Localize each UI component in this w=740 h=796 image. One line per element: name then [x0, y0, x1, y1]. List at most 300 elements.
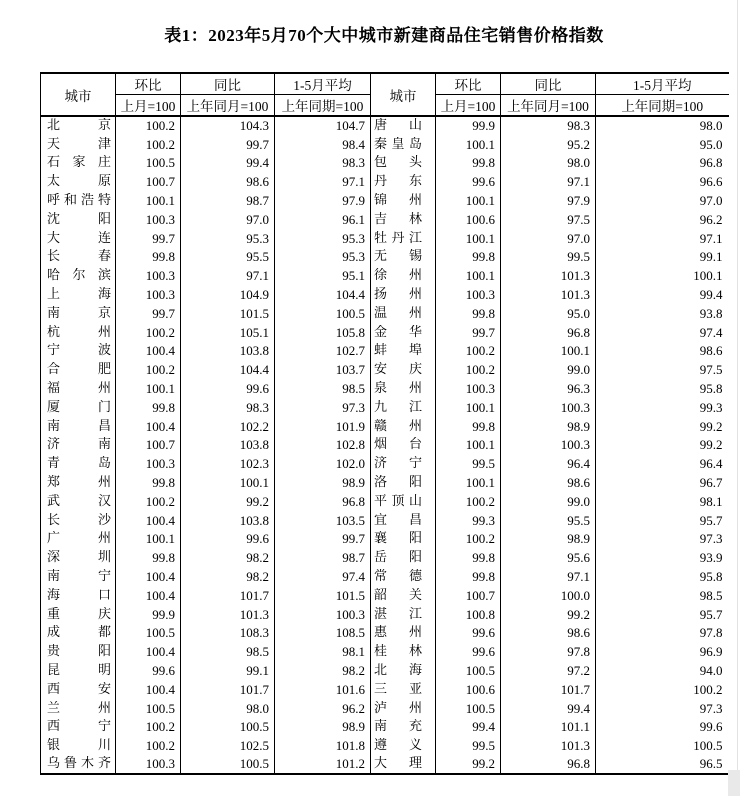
city-cell — [41, 736, 116, 755]
value-cell: 99.8 — [436, 567, 501, 586]
city-cell — [371, 661, 436, 680]
value-cell: 100.2 — [436, 342, 501, 361]
header-yoy-base-right: 上年同月=100 — [501, 95, 596, 117]
value-cell: 95.5 — [501, 511, 596, 530]
city-cell — [41, 699, 116, 718]
city-cell — [371, 379, 436, 398]
city-name: 西宁 — [47, 719, 111, 733]
value-cell: 95.8 — [699, 569, 723, 585]
city-cell — [371, 116, 436, 135]
value-cell: 97.3 — [699, 531, 723, 547]
value-cell: 103.7 — [275, 360, 371, 379]
page-edge-line — [737, 0, 738, 796]
value-cell: 104.3 — [181, 116, 275, 135]
city-name: 岳阳 — [374, 550, 422, 564]
value-cell: 99.8 — [436, 154, 501, 173]
city-name: 泸州 — [374, 700, 422, 714]
value-cell: 98.9 — [275, 473, 371, 492]
value-cell: 100.2 — [116, 323, 181, 342]
city-cell — [41, 436, 116, 455]
value-cell: 97.3 — [275, 398, 371, 417]
city-cell — [371, 248, 436, 267]
city-cell — [41, 379, 116, 398]
corner-patch — [728, 770, 740, 796]
table-row — [41, 492, 729, 511]
value-cell: 96.7 — [699, 475, 723, 491]
city-cell — [41, 642, 116, 661]
table-body — [41, 116, 729, 774]
city-cell — [41, 304, 116, 323]
city-name: 湛江 — [374, 606, 422, 620]
value-cell: 95.7 — [699, 512, 723, 528]
city-name: 北京 — [47, 118, 111, 132]
value-cell: 96.9 — [699, 644, 723, 660]
table-row — [41, 642, 729, 661]
table-row — [41, 530, 729, 549]
table-row — [41, 680, 729, 699]
city-cell — [41, 548, 116, 567]
city-cell — [371, 736, 436, 755]
city-name: 贵阳 — [47, 644, 111, 658]
city-name: 上海 — [47, 287, 111, 301]
value-cell: 100.5 — [436, 661, 501, 680]
value-cell: 98.3 — [501, 116, 596, 135]
city-cell — [41, 266, 116, 285]
value-cell: 96.2 — [275, 699, 371, 718]
value-cell: 98.5 — [275, 379, 371, 398]
city-name: 韶关 — [374, 587, 422, 601]
value-cell: 104.4 — [275, 285, 371, 304]
value-cell: 100.1 — [436, 473, 501, 492]
city-name: 平顶山 — [374, 493, 422, 507]
value-cell: 96.8 — [699, 155, 723, 171]
city-name: 襄阳 — [374, 531, 422, 545]
city-name: 青岛 — [47, 456, 111, 470]
value-cell: 100.5 — [116, 624, 181, 643]
value-cell: 104.7 — [275, 116, 371, 135]
value-cell: 104.9 — [181, 285, 275, 304]
city-cell — [371, 586, 436, 605]
city-cell — [41, 661, 116, 680]
value-cell: 99.1 — [699, 249, 723, 265]
value-cell: 105.8 — [275, 323, 371, 342]
value-cell: 99.2 — [181, 492, 275, 511]
value-cell: 100.1 — [116, 379, 181, 398]
value-cell: 98.5 — [699, 587, 723, 603]
value-cell: 97.1 — [181, 266, 275, 285]
city-name: 惠州 — [374, 625, 422, 639]
value-cell: 101.6 — [275, 680, 371, 699]
value-cell: 98.0 — [699, 118, 723, 134]
value-cell: 100.2 — [116, 360, 181, 379]
value-cell: 100.4 — [116, 567, 181, 586]
value-cell: 100.1 — [436, 229, 501, 248]
value-cell: 100.5 — [116, 154, 181, 173]
value-cell: 99.5 — [436, 736, 501, 755]
value-cell: 95.1 — [275, 266, 371, 285]
value-cell: 100.1 — [436, 398, 501, 417]
value-cell: 100.1 — [116, 530, 181, 549]
city-name: 沈阳 — [47, 211, 111, 225]
value-cell: 99.7 — [116, 304, 181, 323]
value-cell: 98.0 — [181, 699, 275, 718]
city-cell — [371, 492, 436, 511]
value-cell: 108.3 — [181, 624, 275, 643]
value-cell: 99.1 — [181, 661, 275, 680]
value-cell: 100.7 — [116, 172, 181, 191]
value-cell: 99.3 — [436, 511, 501, 530]
city-name: 石家庄 — [47, 155, 111, 169]
header-avg-left: 1-5月平均 — [275, 73, 371, 95]
value-cell: 100.6 — [436, 680, 501, 699]
value-cell: 95.3 — [275, 248, 371, 267]
value-cell: 99.4 — [181, 154, 275, 173]
table-row — [41, 511, 729, 530]
value-cell: 100.4 — [116, 342, 181, 361]
value-cell: 101.3 — [501, 736, 596, 755]
city-cell — [371, 436, 436, 455]
city-name: 大连 — [47, 230, 111, 244]
city-name: 西安 — [47, 681, 111, 695]
value-cell: 101.7 — [181, 680, 275, 699]
table-row — [41, 266, 729, 285]
value-cell: 98.2 — [181, 567, 275, 586]
value-cell: 95.5 — [181, 248, 275, 267]
value-cell: 97.1 — [699, 230, 723, 246]
value-cell: 97.1 — [275, 172, 371, 191]
value-cell: 100.5 — [181, 755, 275, 774]
city-cell — [371, 417, 436, 436]
value-cell: 95.3 — [181, 229, 275, 248]
header-avg-base-left: 上年同期=100 — [275, 95, 371, 117]
header-city-left: 城市 — [41, 73, 116, 116]
header-mom-base-left: 上月=100 — [116, 95, 181, 117]
city-cell — [371, 191, 436, 210]
value-cell: 100.2 — [116, 116, 181, 135]
value-cell: 99.6 — [436, 642, 501, 661]
city-name: 牡丹江 — [374, 230, 422, 244]
city-name: 唐山 — [374, 118, 422, 132]
value-cell: 95.0 — [501, 304, 596, 323]
value-cell: 99.3 — [699, 399, 723, 415]
city-name: 南宁 — [47, 569, 111, 583]
table-row — [41, 285, 729, 304]
city-cell — [371, 154, 436, 173]
city-name: 宜昌 — [374, 512, 422, 526]
value-cell: 100.1 — [436, 191, 501, 210]
value-cell: 100.3 — [116, 755, 181, 774]
value-cell: 97.8 — [699, 625, 723, 641]
city-name: 成都 — [47, 625, 111, 639]
value-cell: 100.8 — [436, 605, 501, 624]
value-cell: 95.2 — [501, 135, 596, 154]
value-cell: 100.3 — [116, 266, 181, 285]
table-row — [41, 548, 729, 567]
value-cell: 100.4 — [116, 511, 181, 530]
value-cell: 100.1 — [501, 342, 596, 361]
city-name: 海口 — [47, 587, 111, 601]
city-cell — [41, 248, 116, 267]
value-cell: 100.1 — [436, 135, 501, 154]
value-cell: 99.2 — [699, 437, 723, 453]
value-cell: 96.8 — [501, 323, 596, 342]
table-row — [41, 417, 729, 436]
city-name: 包头 — [374, 155, 422, 169]
value-cell: 98.6 — [699, 343, 723, 359]
value-cell: 99.0 — [501, 492, 596, 511]
value-cell: 103.5 — [275, 511, 371, 530]
city-cell — [371, 360, 436, 379]
table-row — [41, 605, 729, 624]
table-row — [41, 360, 729, 379]
table-row — [41, 473, 729, 492]
value-cell: 98.1 — [275, 642, 371, 661]
value-cell: 98.5 — [181, 642, 275, 661]
table-row — [41, 699, 729, 718]
value-cell: 105.1 — [181, 323, 275, 342]
value-cell: 99.4 — [699, 287, 723, 303]
value-cell: 100.2 — [436, 360, 501, 379]
city-cell — [41, 323, 116, 342]
table-row — [41, 454, 729, 473]
city-cell — [41, 586, 116, 605]
table-row — [41, 436, 729, 455]
city-name: 济南 — [47, 437, 111, 451]
value-cell: 95.7 — [699, 606, 723, 622]
value-cell: 104.4 — [181, 360, 275, 379]
header-avg-right: 1-5月平均 — [596, 73, 729, 95]
city-cell — [41, 530, 116, 549]
table-row — [41, 248, 729, 267]
value-cell: 97.5 — [699, 362, 723, 378]
value-cell: 95.6 — [501, 548, 596, 567]
city-name: 吉林 — [374, 211, 422, 225]
value-cell: 95.8 — [699, 381, 723, 397]
value-cell: 98.6 — [501, 473, 596, 492]
value-cell: 101.3 — [181, 605, 275, 624]
value-cell: 99.7 — [116, 229, 181, 248]
page-title: 表1：2023年5月70个大中城市新建商品住宅销售价格指数 — [164, 26, 604, 45]
city-name: 银川 — [47, 738, 111, 752]
value-cell: 99.2 — [699, 418, 723, 434]
value-cell: 99.6 — [181, 379, 275, 398]
city-cell — [371, 210, 436, 229]
city-name: 温州 — [374, 305, 422, 319]
city-cell — [41, 360, 116, 379]
value-cell: 96.3 — [501, 379, 596, 398]
value-cell: 99.6 — [436, 172, 501, 191]
city-name: 呼和浩特 — [47, 193, 111, 207]
value-cell: 96.2 — [699, 211, 723, 227]
value-cell: 100.3 — [436, 379, 501, 398]
value-cell: 96.6 — [699, 174, 723, 190]
value-cell: 99.8 — [116, 398, 181, 417]
city-cell — [371, 548, 436, 567]
city-name: 南京 — [47, 305, 111, 319]
city-name: 昆明 — [47, 663, 111, 676]
city-name: 深圳 — [47, 550, 111, 564]
value-cell: 99.8 — [116, 248, 181, 267]
value-cell: 97.9 — [275, 191, 371, 210]
table-header — [41, 73, 729, 116]
table-row — [41, 135, 729, 154]
city-name: 洛阳 — [374, 475, 422, 489]
table-row — [41, 624, 729, 643]
city-cell — [371, 304, 436, 323]
value-cell: 95.3 — [275, 229, 371, 248]
value-cell: 93.9 — [699, 550, 723, 566]
city-name: 秦皇岛 — [374, 136, 422, 150]
city-name: 杭州 — [47, 324, 111, 338]
city-name: 郑州 — [47, 475, 111, 489]
value-cell: 100.3 — [116, 285, 181, 304]
value-cell: 98.2 — [275, 661, 371, 680]
price-index-table — [40, 72, 729, 775]
value-cell: 102.2 — [181, 417, 275, 436]
value-cell: 98.0 — [501, 154, 596, 173]
city-cell — [41, 116, 116, 135]
city-name: 天津 — [47, 136, 111, 150]
city-name: 长沙 — [47, 512, 111, 526]
city-name: 金华 — [374, 324, 422, 338]
value-cell: 100.5 — [116, 699, 181, 718]
city-cell — [371, 680, 436, 699]
city-name: 常德 — [374, 569, 422, 583]
value-cell: 96.1 — [275, 210, 371, 229]
value-cell: 100.2 — [116, 135, 181, 154]
value-cell: 100.5 — [275, 304, 371, 323]
city-cell — [371, 511, 436, 530]
city-name: 大理 — [374, 756, 422, 770]
city-cell — [371, 718, 436, 737]
value-cell: 100.2 — [116, 736, 181, 755]
value-cell: 100.5 — [693, 738, 723, 754]
city-cell — [41, 511, 116, 530]
value-cell: 100.2 — [116, 492, 181, 511]
city-name: 三亚 — [374, 681, 422, 695]
value-cell: 99.7 — [436, 323, 501, 342]
table-row — [41, 661, 729, 680]
city-name: 安庆 — [374, 362, 422, 376]
value-cell: 99.7 — [181, 135, 275, 154]
city-cell — [41, 191, 116, 210]
value-cell: 99.8 — [436, 248, 501, 267]
value-cell: 100.1 — [693, 268, 723, 284]
header-yoy-base-left: 上年同月=100 — [181, 95, 275, 117]
value-cell: 101.7 — [181, 586, 275, 605]
value-cell: 99.9 — [436, 116, 501, 135]
table-row — [41, 323, 729, 342]
value-cell: 101.5 — [275, 586, 371, 605]
value-cell: 100.3 — [436, 285, 501, 304]
value-cell: 100.2 — [116, 718, 181, 737]
table-row — [41, 342, 729, 361]
table-row — [41, 229, 729, 248]
city-name: 扬州 — [374, 287, 422, 301]
value-cell: 98.1 — [699, 493, 723, 509]
city-name: 兰州 — [47, 700, 111, 714]
city-cell — [41, 229, 116, 248]
city-name: 长春 — [47, 249, 111, 263]
value-cell: 97.4 — [275, 567, 371, 586]
city-cell — [41, 624, 116, 643]
city-cell — [371, 266, 436, 285]
value-cell: 99.8 — [116, 548, 181, 567]
value-cell: 100.5 — [436, 699, 501, 718]
value-cell: 97.0 — [501, 229, 596, 248]
value-cell: 99.2 — [436, 755, 501, 774]
city-name: 烟台 — [374, 437, 422, 451]
header-mom-left: 环比 — [116, 73, 181, 95]
city-name: 太原 — [47, 174, 111, 188]
value-cell: 100.4 — [116, 586, 181, 605]
city-name: 武汉 — [47, 493, 111, 507]
value-cell: 102.8 — [275, 436, 371, 455]
city-cell — [41, 605, 116, 624]
value-cell: 100.0 — [501, 586, 596, 605]
value-cell: 100.1 — [181, 473, 275, 492]
value-cell: 101.1 — [501, 718, 596, 737]
value-cell: 93.8 — [699, 305, 723, 321]
city-name: 广州 — [47, 531, 111, 545]
value-cell: 97.8 — [501, 642, 596, 661]
value-cell: 96.8 — [501, 755, 596, 774]
city-cell — [371, 285, 436, 304]
value-cell: 99.6 — [181, 530, 275, 549]
value-cell: 99.8 — [116, 473, 181, 492]
value-cell: 103.8 — [181, 342, 275, 361]
value-cell: 100.6 — [436, 210, 501, 229]
table-row — [41, 210, 729, 229]
city-name: 遵义 — [374, 738, 422, 752]
city-name: 赣州 — [374, 418, 422, 432]
value-cell: 101.7 — [501, 680, 596, 699]
city-cell — [41, 154, 116, 173]
city-cell — [41, 473, 116, 492]
value-cell: 97.2 — [501, 661, 596, 680]
value-cell: 100.1 — [436, 436, 501, 455]
value-cell: 101.3 — [501, 285, 596, 304]
value-cell: 100.4 — [116, 417, 181, 436]
value-cell: 108.5 — [275, 624, 371, 643]
table-row — [41, 172, 729, 191]
value-cell: 99.8 — [436, 548, 501, 567]
value-cell: 103.8 — [181, 436, 275, 455]
header-yoy-left: 同比 — [181, 73, 275, 95]
value-cell: 100.3 — [116, 210, 181, 229]
value-cell: 100.3 — [501, 436, 596, 455]
value-cell: 99.2 — [501, 605, 596, 624]
value-cell: 97.1 — [501, 172, 596, 191]
table-row — [41, 154, 729, 173]
value-cell: 100.7 — [436, 586, 501, 605]
city-cell — [371, 755, 436, 774]
value-cell: 99.6 — [436, 624, 501, 643]
header-avg-base-right: 上年同期=100 — [596, 95, 729, 117]
city-cell — [41, 492, 116, 511]
value-cell: 99.6 — [116, 661, 181, 680]
city-name: 厦门 — [47, 399, 111, 413]
value-cell: 95.0 — [699, 136, 723, 152]
table-row — [41, 398, 729, 417]
value-cell: 100.2 — [436, 530, 501, 549]
value-cell: 99.8 — [436, 417, 501, 436]
city-cell — [371, 624, 436, 643]
value-cell: 98.4 — [275, 135, 371, 154]
value-cell: 102.5 — [181, 736, 275, 755]
value-cell: 99.5 — [501, 248, 596, 267]
value-cell: 98.6 — [181, 172, 275, 191]
